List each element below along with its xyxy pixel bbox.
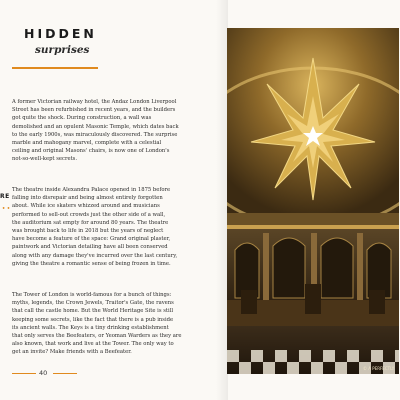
masonic-temple-photo [227,28,399,374]
photo-credit: © A PERFECTLY [363,366,395,371]
section-subtitle: surprises [35,44,90,56]
page-number: 40 [39,369,48,377]
footer-rule-left [12,373,36,374]
edge-tab-marker: • • [2,206,11,212]
paragraph-masonic-temple: A former Victorian railway hotel, the Andaz London Liverpool Street has been refurbished in recent years, and the builders got quite the shock. During construction, a wall was demolished and an opulent Masonic Temple, which dates back to the early 1900s, was miraculously discovered. The surprise marble and mahogany marvel, complete with a celestial ceiling and original Masons' chairs, is now one of London's not-so-well-kept secrets. [12,99,179,163]
heading-underline [12,67,98,69]
paragraph-alexandra-palace: The theatre inside Alexandra Palace opened in 1875 before falling into disrepair and being almost entirely forgotten about. While ice skaters whizzed around and musicians performed to sell-out crowds just the other side of a wall, the auditorium sat empty for around 80 years. The theatre was brought back to life in 2018 but the years of neglect have become a feature of the space: Grand original plaster, paintwork and Victorian detailing have all been conserved along with any damage they've incurred over the last century, giving the theatre a romantic sense of being frozen in time. [12,187,178,267]
footer-rule-right [53,373,77,374]
cornice [227,213,399,227]
section-title: HIDDEN [24,26,97,41]
cornice-gilt [227,225,399,229]
temple-illustration [227,28,399,374]
paragraph-tower-of-london: The Tower of London is world-famous for a bunch of things: myths, legends, the Crown Jewels, Traitor's Gate, the ravens that call the castle home. But the World Heritage Site is still keeping some secrets, like the fact that there is a pub inside its ancient walls. The Keys is a tiny drinking establishment that only serves the Beefeaters, or Yeoman Warders as they are also known, that work and live at the Tower. The only way to get an invite? Make friends with a Beefeater. [12,292,182,356]
edge-tab-text: RE [0,193,10,200]
